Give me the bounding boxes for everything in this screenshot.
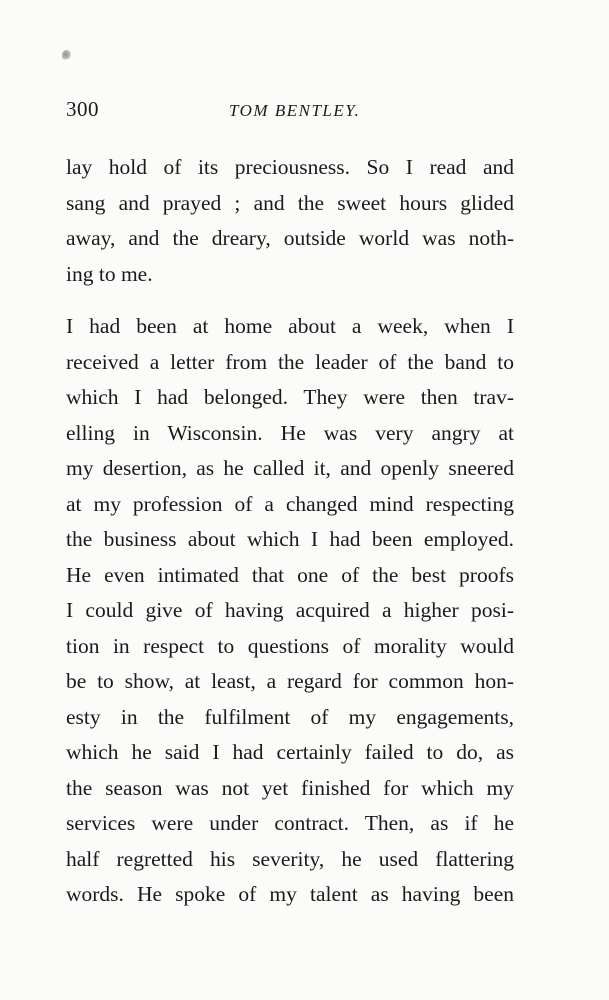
text-line: which he said I had certainly failed to do, as (66, 740, 514, 764)
text-line: tion in respect to questions of morality would (66, 633, 514, 658)
text-line: services were under contract. Then, as if he (66, 811, 514, 835)
text-line: elling in Wisconsin. He was very angry at (66, 420, 514, 445)
text-line: which I had belonged. They were then trav- (66, 385, 514, 409)
text-line: away, and the dreary, outside world was noth- (66, 226, 514, 250)
ink-speck (62, 50, 71, 61)
page-number: 300 (66, 97, 99, 121)
text-line: lay hold of its preciousness. So I read and (66, 155, 514, 179)
text-line: received a letter from the leader of the band to (66, 349, 514, 374)
paragraph-gap (66, 292, 514, 309)
text-line: my desertion, as he called it, and openly sneered (66, 456, 514, 480)
text-line: ing to me. (66, 261, 153, 286)
text-line: I could give of having acquired a higher posi- (66, 598, 514, 622)
body-text (66, 150, 514, 913)
text-line: esty in the fulfilment of my engagements, (66, 704, 514, 729)
paragraph-2 (66, 309, 514, 913)
text-line: the business about which I had been employed. (66, 527, 514, 551)
text-line: be to show, at least, a regard for common hon- (66, 669, 514, 693)
text-line: He even intimated that one of the best proofs (66, 562, 514, 587)
text-line: I had been at home about a week, when I (66, 314, 514, 338)
running-title: TOM BENTLEY. (229, 101, 361, 120)
text-line: the season was not yet finished for which my (66, 775, 514, 800)
text-line: at my profession of a changed mind respecting (66, 491, 514, 516)
text-line: sang and prayed ; and the sweet hours glided (66, 190, 514, 215)
page-header (66, 97, 516, 127)
text-line: half regretted his severity, he used flattering (66, 846, 514, 871)
text-line: words. He spoke of my talent as having been (66, 882, 514, 906)
paragraph-1 (66, 150, 514, 292)
